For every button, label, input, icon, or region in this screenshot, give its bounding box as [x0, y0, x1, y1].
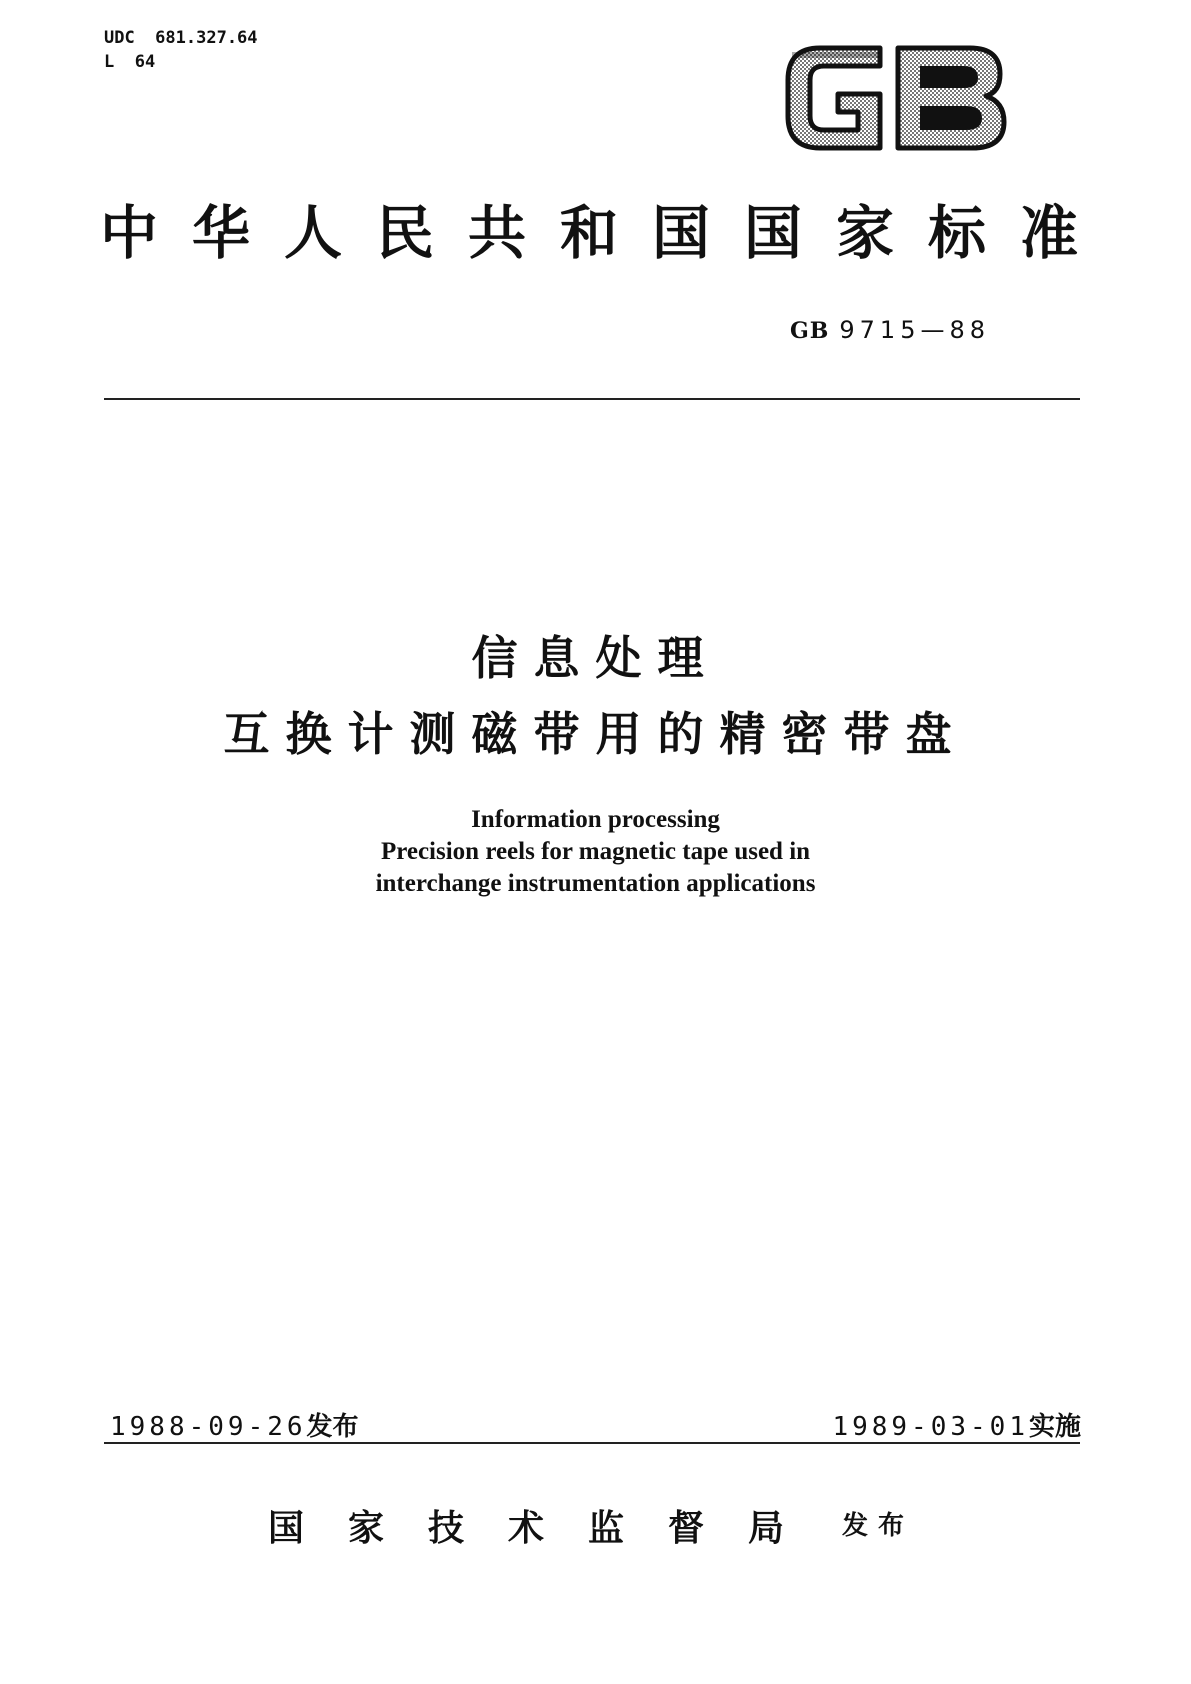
header-divider	[104, 398, 1080, 400]
title-en-line-1: Information processing	[471, 806, 720, 833]
issued-date	[110, 1406, 359, 1443]
title-cn-line-1: 信息处理	[471, 631, 720, 685]
effective-label: 实施	[1028, 1412, 1081, 1442]
udc-code: UDC 681.327.64	[104, 28, 258, 48]
title-cn-line-2: 互换计测磁带用的精密带盘	[223, 707, 968, 761]
udc-block	[104, 26, 258, 74]
title-en-line-2: Precision reels for magnetic tape used in	[380, 838, 811, 865]
effective-date	[832, 1406, 1081, 1443]
publisher-suffix: 发布	[842, 1511, 915, 1541]
gb-logo-icon	[780, 40, 1010, 156]
standard-number-prefix: GB	[790, 318, 830, 344]
footer-divider	[104, 1442, 1080, 1444]
title-en	[0, 804, 1191, 900]
classification-code: L 64	[104, 52, 156, 72]
issued-label: 发布	[306, 1412, 359, 1442]
issued-date-value: 1988-09-26	[110, 1412, 307, 1442]
standard-number-value: 9715—88	[839, 316, 991, 344]
title-en-line-3: interchange instrumentation applications	[375, 870, 816, 897]
standard-number	[790, 316, 990, 344]
gb-logo	[780, 40, 1010, 156]
national-standard-title: 中华人民共和国国家标准	[100, 199, 1113, 267]
effective-date-value: 1989-03-01	[832, 1412, 1029, 1442]
publisher-name: 国家技术监督局	[268, 1507, 829, 1549]
